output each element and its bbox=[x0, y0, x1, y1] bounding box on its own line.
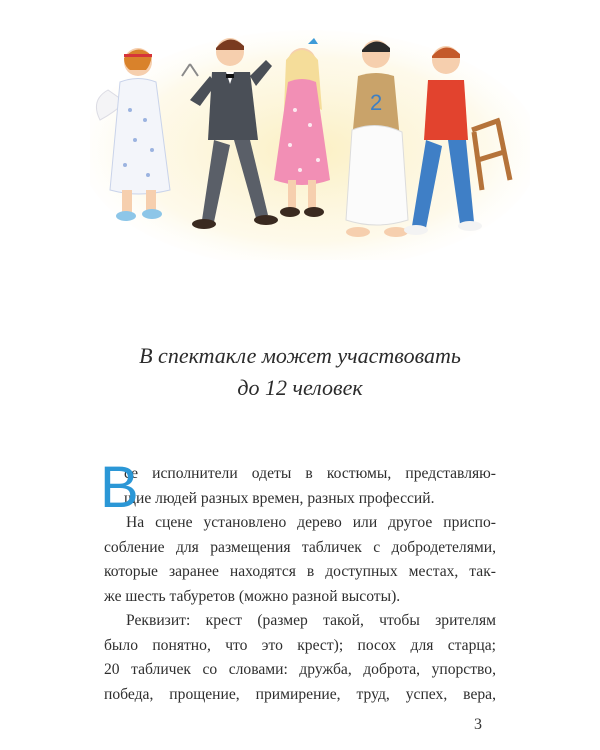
subtitle-line-2: до 12 человек bbox=[237, 375, 363, 400]
body-line: было понятно, что это крест); посох для старца; bbox=[104, 636, 496, 654]
body-line: Реквизит: крест (размер такой, чтобы зрителям bbox=[126, 612, 496, 629]
costumed-actors-illustration bbox=[90, 20, 530, 260]
body-line: се исполнители одеты в костюмы, представляю- bbox=[124, 465, 496, 482]
body-line: собление для размещения табличек с добродетелями, bbox=[104, 538, 496, 556]
subtitle-line-1: В спектакле может участвовать bbox=[139, 343, 461, 368]
body-line: щие людей разных времен, разных профессий. bbox=[124, 489, 435, 507]
body-line: 20 табличек со словами: дружба, доброта, упорство, bbox=[104, 661, 496, 678]
body-line: победа, прощение, примирение, труд, успех, вера, bbox=[104, 685, 496, 703]
svg-text:2: 2 bbox=[370, 90, 383, 115]
body-line: которые заранее находятся в доступных местах, так- bbox=[104, 563, 496, 580]
body-text bbox=[100, 455, 496, 707]
drop-cap: В bbox=[100, 455, 139, 520]
five-costumed-actors-icon bbox=[90, 20, 530, 260]
section-subtitle bbox=[0, 340, 600, 404]
page-number: 3 bbox=[474, 716, 482, 733]
body-line: На сцене установлено дерево или другое приспо- bbox=[126, 514, 496, 531]
body-line: же шесть табуретов (можно разной высоты). bbox=[104, 587, 401, 605]
